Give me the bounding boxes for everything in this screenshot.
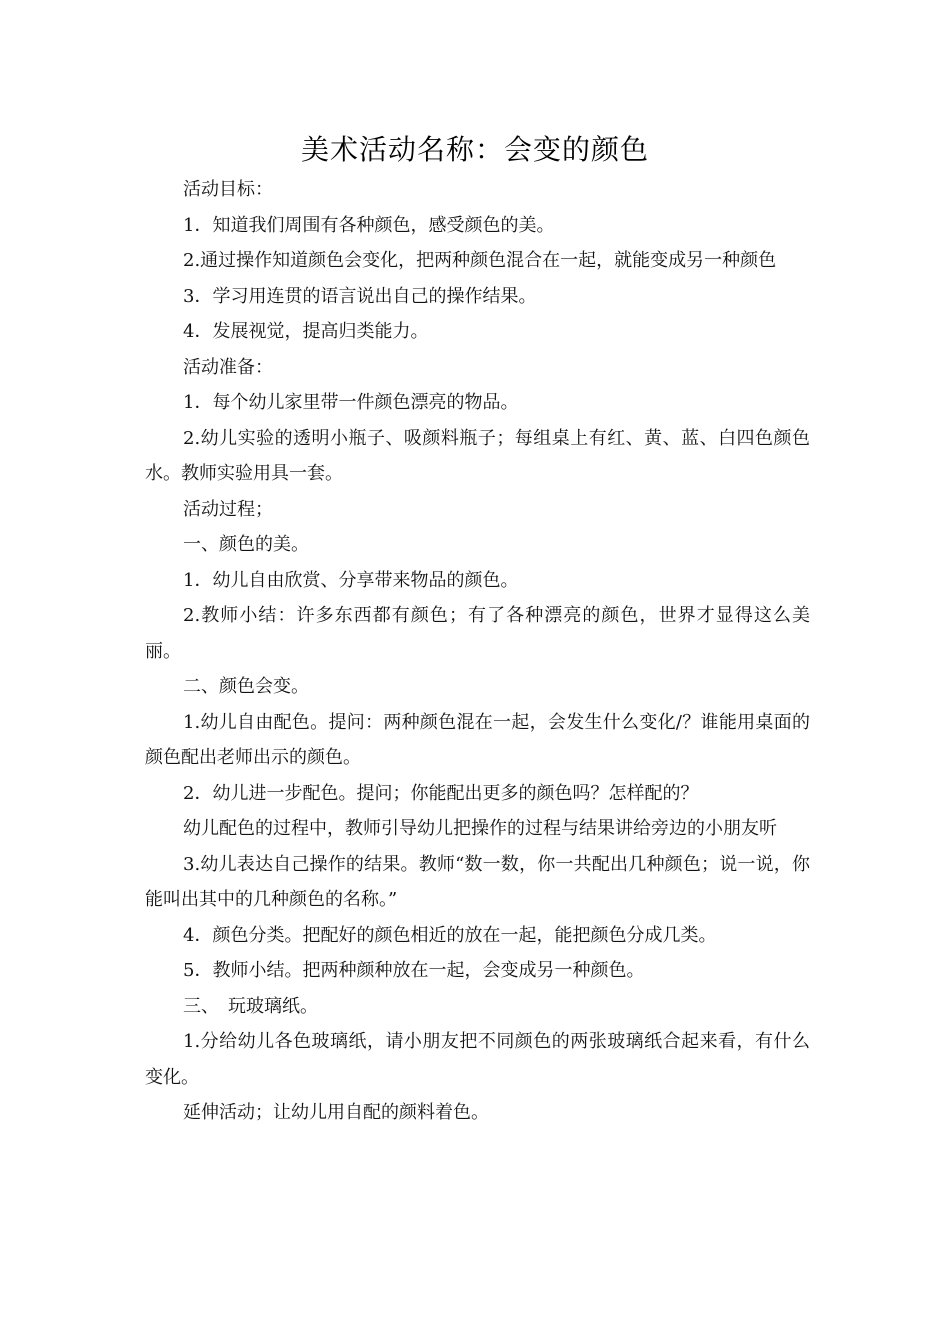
paragraph-prep-1: 1．每个幼儿家里带一件颜色漂亮的物品。 [183,392,519,413]
paragraph-prep-heading: 活动准备： [183,356,273,378]
paragraph-section-3-item-1: 1.分给幼儿各色玻璃纸，请小朋友把不同颜色的两张玻璃纸合起来看，有什么变化。 [145,1031,810,1088]
paragraph-section-2-item-3: 3.幼儿表达自己操作的结果。教师“数一数，你一共配出几种颜色；说一说，你能叫出其中的几种颜色的名称。” [145,853,810,910]
paragraph-goal-2: 2.通过操作知道颜色会变化，把两种颜色混合在一起，就能变成另一种颜色 [183,250,777,271]
paragraph-section-1-item-2: 2.教师小结：许多东西都有颜色；有了各种漂亮的颜色，世界才显得这么美丽。 [145,605,810,662]
paragraph-goal-3: 3．学习用连贯的语言说出自己的操作结果。 [183,285,537,307]
paragraph-extension: 延伸活动；让幼儿用自配的颜料着色。 [183,1102,489,1123]
paragraph-section-2-item-1: 1.幼儿自由配色。提问：两种颜色混在一起，会发生什么变化/？谁能用桌面的颜色配出老师出示的颜色。 [145,711,810,768]
paragraph-goal-4: 4．发展视觉，提高归类能力。 [183,321,429,342]
paragraph-prep-2: 2.幼儿实验的透明小瓶子、吸颜料瓶子；每组桌上有红、黄、蓝、白四色颜色水。教师实验用具一套。 [145,427,810,484]
page-title: 美术活动名称：会变的颜色 [300,133,649,166]
paragraph-section-2: 二、颜色会变。 [183,676,309,697]
paragraph-process-heading: 活动过程； [183,498,273,520]
paragraph-section-2-item-5: 5．教师小结。把两种颜种放在一起，会变成另一种颜色。 [183,960,645,981]
paragraph-section-2-note: 幼儿配色的过程中，教师引导幼儿把操作的过程与结果讲给旁边的小朋友听 [183,818,777,839]
paragraph-section-2-item-2: 2．幼儿进一步配色。提问；你能配出更多的颜色吗？怎样配的？ [183,782,699,804]
document-body [145,172,810,1131]
paragraph-section-1-item-1: 1．幼儿自由欣赏、分享带来物品的颜色。 [183,569,519,591]
paragraph-goals-heading: 活动目标： [183,179,273,200]
paragraph-section-3: 三、 玩玻璃纸。 [183,995,318,1017]
paragraph-goal-1: 1．知道我们周围有各种颜色，感受颜色的美。 [183,214,555,236]
paragraph-section-1: 一、颜色的美。 [183,534,309,555]
paragraph-section-2-item-4: 4．颜色分类。把配好的颜色相近的放在一起，能把颜色分成几类。 [183,924,717,946]
